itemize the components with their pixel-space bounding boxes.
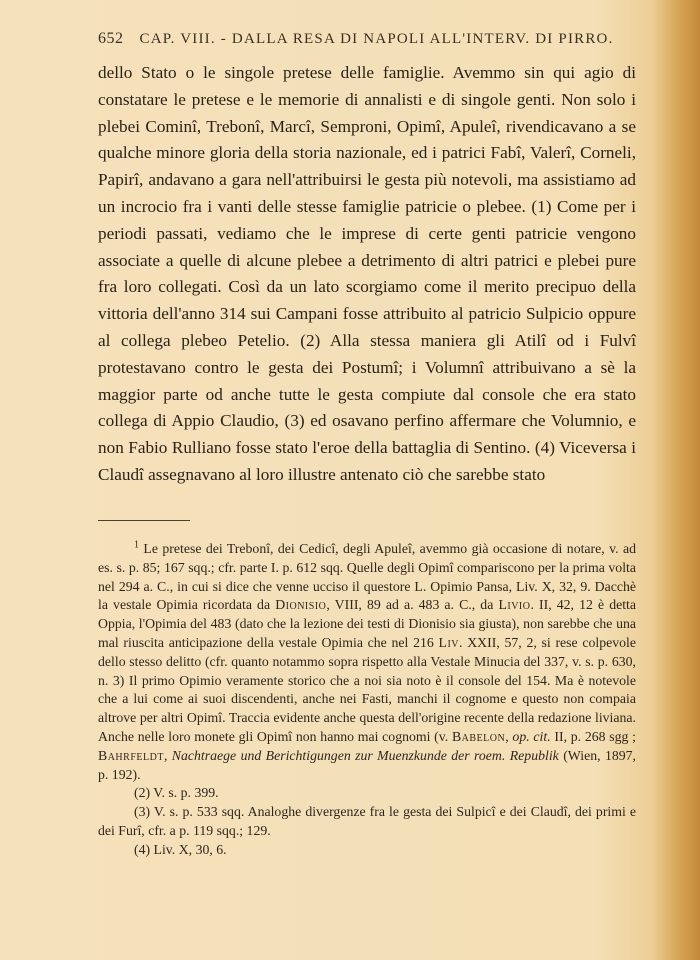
footnote-mark: (4) [134, 841, 151, 857]
citation-italic: op. cit. [512, 728, 551, 744]
running-title: CAP. VIII. - DALLA RESA DI NAPOLI ALL'INTERV. DI PIRRO. [139, 31, 614, 47]
footnote-divider [98, 520, 190, 521]
book-title: Nachtraege und Berichtigungen zur Muenzkunde der roem. Republik [171, 747, 559, 763]
main-text [98, 60, 636, 489]
footnote-text: Liv. X, 30, 6. [153, 841, 227, 857]
running-header [98, 30, 638, 52]
text-segment: Alla stessa maniera gli Atilî od i Fulvî protestavano contro le gesta dei Postumî; i Volumnî attribuivano a sè la maggior parte od anche tutte le gesta compiute dal console che era stato collega di Appio Claudio, [98, 330, 636, 431]
footnote-text: , VIII, 89 ad a. 483 a. C., da [326, 597, 494, 613]
footnote-text: II, p. 268 sgg ; [554, 728, 636, 744]
main-paragraph [98, 60, 636, 489]
footnote-2 [98, 784, 636, 803]
author-name: Livio [498, 597, 531, 613]
author-name: Liv [438, 634, 460, 650]
footnote-text: (Wien, 1897, p. 192). [98, 747, 636, 782]
author-name: Babelon [451, 728, 506, 744]
footnote-text: . II, 42, 12 è detta Oppia, l'Opimia del 483 (dato che la lezione dei testi di Dionisio sia giusta), non sarebbe che una mal riuscita anticipazione della vestale Opimia che nel 216 [98, 597, 637, 650]
footnote-ref: (3) [284, 411, 305, 431]
author-name: Dionisio [275, 597, 327, 613]
footnote-mark: 1 [134, 539, 139, 551]
text-segment: Come per i periodi passati, vediamo che le imprese di certe genti patricie vengono associate a quelle di alcune plebee a detrimento di altri patrici e plebei pure fra loro collegati. Così da un lato scorgiamo come il merito precipuo della vittoria dell'anno 314 sui Campani fosse attribuito al patricio Sulpicio oppure al collega plebeo Petelio. [98, 196, 637, 350]
footnote-3 [98, 803, 636, 841]
author-name: Bahrfeldt [98, 747, 164, 763]
footnote-mark: (2) [134, 785, 151, 801]
text-segment: ed osavano perfino affermare che Volumnio, e non Fabio Rulliano fosse stato l'eroe della battaglia di Sentino. [98, 411, 637, 458]
footnote-ref: (1) [531, 196, 552, 216]
text-segment: dello Stato o le singole pretese delle famiglie. Avemmo sin qui agio di constatare le pretese e le memorie di annalisti e di singole genti. Non solo i plebei Cominî, Trebonî, Marcî, Semproni, Opimî, Apuleî, rivendicavano a se qualche minore gloria della storia nazionale, ed i patrici Fabî, Valerî, Corneli, Papirî, andavano a gara nell'attribuirsi le gesta più notevoli, ma assistiamo ad un incrocio fra i vanti delle stesse famiglie patricie o plebee. [98, 63, 636, 216]
footnote-ref: (4) [534, 438, 555, 458]
footnote-text: V. s. p. 533 sqq. Analoghe divergenze fra le gesta dei Sulpicî e dei Claudî, dei primi e dei Furî, cfr. a p. 119 sqq.; 129. [98, 804, 637, 838]
footnote-mark: (3) [134, 804, 151, 820]
footnote-text: V. s. p. 399. [153, 785, 219, 801]
footnote-4 [98, 841, 636, 860]
footnote-text: . XXII, 57, 2, si rese colpevole dello stesso delitto (cfr. quanto notammo sopra rispetto alla Vestale Minucia del 337, v. s. p. 630, n. 3) Il primo Opimio veramente storico che a noi sia noto è il console del 154. Ma è notevole che a lui come ai suoi discendenti, anche nei Fasti, manchi il cognome e questo non compaia altrove per altri Opimî. Traccia evidente anche questa dell'origine recente della redazione liviana. Anche nelle loro monete gli Opimî non hanno mai cognomi (v. [98, 634, 637, 744]
page-number: 652 [98, 30, 124, 47]
footnote-1: $^1$ Le pretese dei Trebonî, dei Cedicî, degli Apuleî, avemmo già occasione di notare, v. ad es. s. p. 85; 167 sqq.; cfr. parte I. p. 612 sqq. Quelle degli Opimî compariscono per la prima volta nel 294 a. C., in cui si dice che venne ucciso il questore L. Opimio Pansa, Liv. X, 32, 9. Dacchè la vestale Opimia ricordata da Dionisio, VIII, 89 ad a. 483 a. C., da Livio. II, 42, 12 è detta Oppia, l'Opimia del 483 (dato che la lezione dei testi di Dionisio sia giusta), non sarebbe che una mal riuscita anticipazione della vestale Opimia che nel 216 Liv. XXII, 57, 2, si rese colpevole dello stesso delitto (cfr. quanto notammo sopra rispetto alla Vestale Minucia del 337, v. s. p. 630, n. 3) Il primo Opimio veramente storico che a noi sia noto è il console del 154. Ma è notevole che a lui come ai suoi discendenti, anche nei Fasti, manchi il cognome e questo non compaia altrove per altri Opimî. Traccia evidente anche questa dell'origine recente della redazione liviana. Anche nelle loro monete gli Opimî non hanno mai cognomi (v. Babelon, op. cit. II, p. 268 sgg ; Bahrfeldt, Nachtraege und Berichtigungen zur Muenzkunde der roem. Republik (Wien, 1897, p. 192). [98, 539, 637, 782]
footnotes [98, 540, 636, 860]
text-segment: Viceversa i Claudî assegnavano al loro illustre antenato ciò che sarebbe stato [98, 438, 637, 484]
footnote-text: Le pretese dei Trebonî, dei Cedicî, degli Apuleî, avemmo già occasione di notare, v. ad es. s. p. 85; 167 sqq.; cfr. parte I. p. 612 sqq. Quelle degli Opimî compariscono per la prima volta nel 294 a. C., in cui si dice che venne ucciso il questore L. Opimio Pansa, Liv. X, 32, 9. Dacchè la vestale Opimia ricordata da [98, 541, 637, 613]
footnote-ref: (2) [300, 330, 321, 350]
